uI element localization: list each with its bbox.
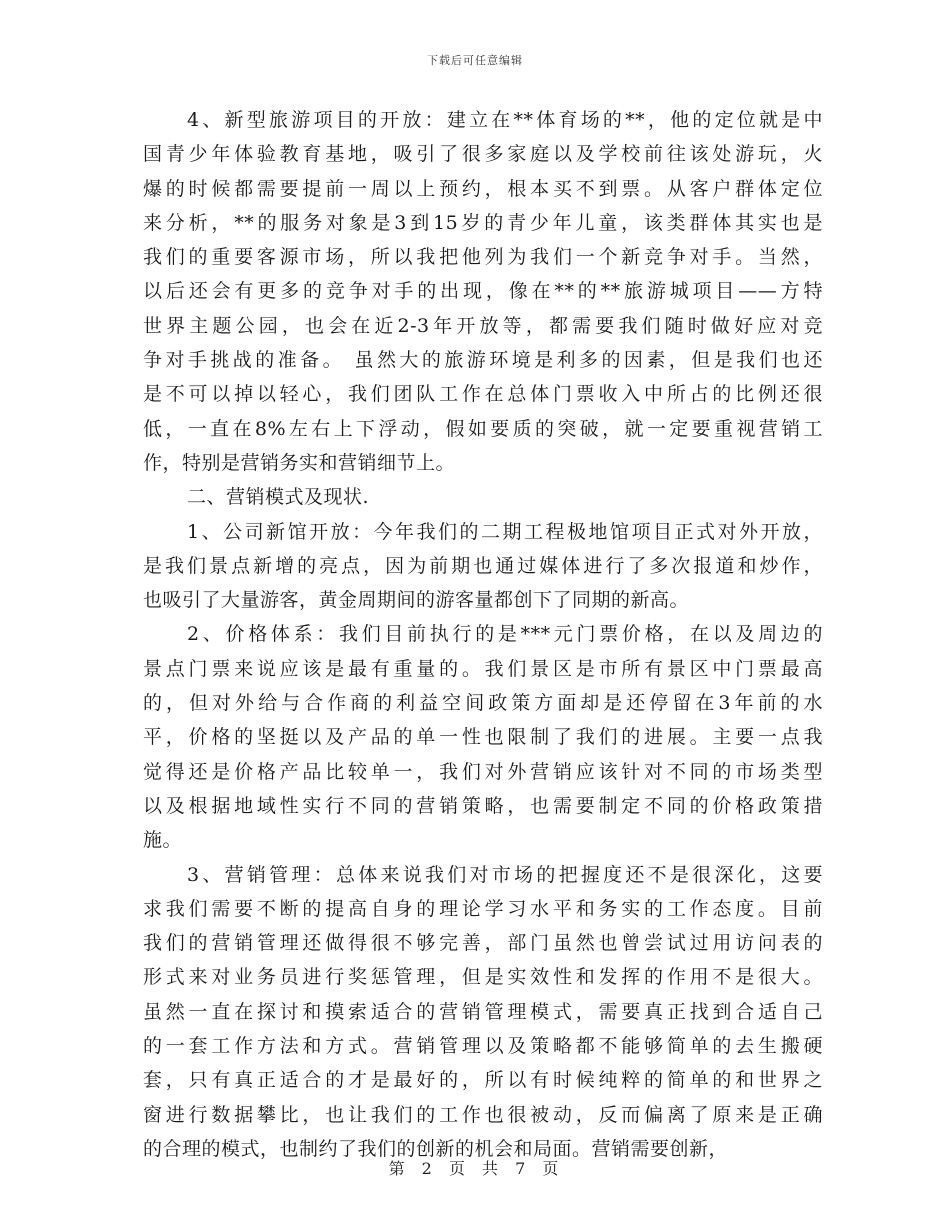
text-line: 国青少年体验教育基地，吸引了很多家庭以及学校前往该处游玩，火 xyxy=(143,143,823,166)
text-line: 以及根据地域性实行不同的营销策略，也需要制定不同的价格政策措 xyxy=(143,794,823,817)
paragraph xyxy=(143,103,823,480)
text-line: 争对手挑战的准备。 虽然大的旅游环境是利多的因素，但是我们也还 xyxy=(143,349,823,372)
text-line: 世界主题公园，也会在近2-3年开放等，都需要我们随时做好应对竞 xyxy=(143,314,823,337)
text-line: 2、价格体系：我们目前执行的是***元门票价格，在以及周边的 xyxy=(187,623,823,646)
text-line: 低，一直在8%左右上下浮动，假如要质的突破，就一定要重视营销工 xyxy=(143,417,823,440)
text-line: 景点门票来说应该是最有重量的。我们景区是市所有景区中门票最高 xyxy=(143,657,823,680)
paragraph xyxy=(143,858,823,1167)
text-line: 窗进行数据攀比，也让我们的工作也很被动，反而偏离了原来是正确 xyxy=(143,1103,823,1126)
paragraph xyxy=(143,515,823,618)
text-line: 的，但对外给与合作商的利益空间政策方面却是还停留在3年前的水 xyxy=(143,692,823,715)
paragraph xyxy=(143,480,823,514)
page-header: 下载后可任意编辑 xyxy=(427,54,523,67)
text-line: 以后还会有更多的竞争对手的出现，像在**的**旅游城项目——方特 xyxy=(143,280,823,303)
text-line: 施。 xyxy=(143,829,183,852)
text-line: 4、新型旅游项目的开放：建立在**体育场的**，他的定位就是中 xyxy=(187,109,823,131)
text-line: 来分析，**的服务对象是3到15岁的青少年儿童，该类群体其实也是 xyxy=(143,211,823,234)
text-line: 我们的重要客源市场，所以我把他列为我们一个新竞争对手。当然， xyxy=(143,246,823,269)
text-line: 觉得还是价格产品比较单一，我们对外营销应该针对不同的市场类型 xyxy=(143,760,823,783)
text-line: 虽然一直在探讨和摸索适合的营销管理模式，需要真正找到合适自己 xyxy=(143,1000,823,1023)
text-line: 套，只有真正适合的才是最好的，所以有时候纯粹的简单的和世界之 xyxy=(143,1069,823,1092)
text-line: 形式来对业务员进行奖惩管理，但是实效性和发挥的作用不是很大。 xyxy=(143,966,823,989)
text-line: 二、营销模式及现状. xyxy=(187,486,370,509)
text-line: 作，特别是营销务实和营销细节上。 xyxy=(143,451,456,474)
text-line: 求我们需要不断的提高自身的理论学习水平和务实的工作态度。目前 xyxy=(143,897,823,920)
text-line: 1、公司新馆开放：今年我们的二期工程极地馆项目正式对外开放， xyxy=(187,520,823,543)
text-line: 平，价格的坚挺以及产品的单一性也限制了我们的进展。主要一点我 xyxy=(143,726,823,749)
document-body xyxy=(143,103,823,1166)
text-line: 也吸引了大量游客，黄金周期间的游客量都创下了同期的新高。 xyxy=(143,589,690,612)
text-line: 3、营销管理：总体来说我们对市场的把握度还不是很深化，这要 xyxy=(187,863,823,886)
paragraph xyxy=(143,617,823,857)
text-line: 的一套工作方法和方式。营销管理以及策略都不能够简单的去生搬硬 xyxy=(143,1035,823,1058)
text-line: 是我们景点新增的亮点，因为前期也通过媒体进行了多次报道和炒作， xyxy=(143,554,823,577)
page-footer: 第 2 页 共 7 页 xyxy=(388,1159,562,1178)
text-line: 我们的营销管理还做得很不够完善，部门虽然也曾尝试过用访问表的 xyxy=(143,932,823,955)
text-line: 是不可以掉以轻心，我们团队工作在总体门票收入中所占的比例还很 xyxy=(143,383,823,406)
text-line: 的合理的模式，也制约了我们的创新的机会和局面。营销需要创新， xyxy=(143,1137,729,1160)
text-line: 爆的时候都需要提前一周以上预约，根本买不到票。从客户群体定位 xyxy=(143,177,823,200)
